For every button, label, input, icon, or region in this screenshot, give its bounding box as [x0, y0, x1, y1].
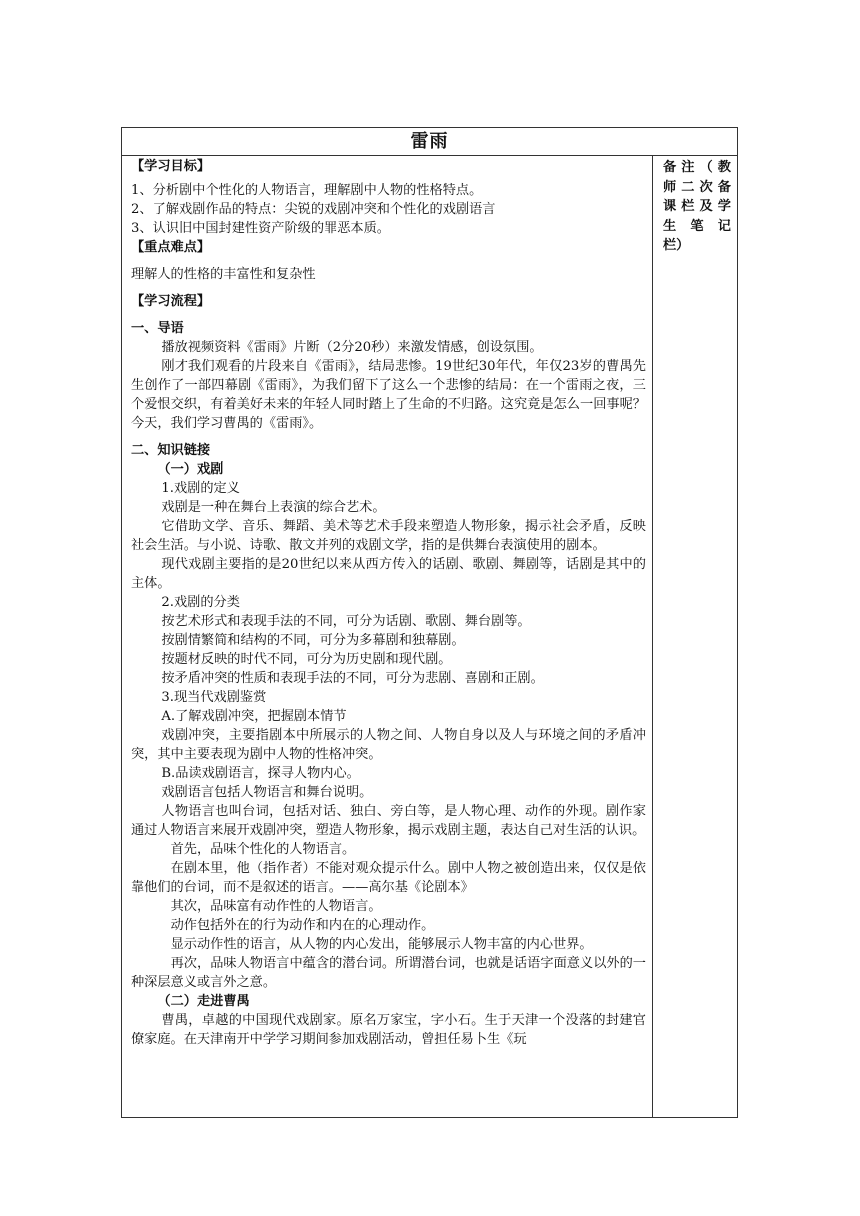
appreciation-b-paragraph-2: 人物语言也叫台词，包括对话、独白、旁白等，是人物心理、动作的外现。剧作家通过人物语言来展开戏剧冲突，塑造人物形象，揭示戏剧主题，表达自己对生活的认识。 — [131, 804, 646, 838]
intro-heading: 一、导语 — [131, 321, 184, 336]
definition-heading: 1.戏剧的定义 — [161, 481, 240, 496]
second-point: 其次，品味富有动作性的人物语言。 — [170, 899, 382, 914]
appreciation-a-heading: A.了解戏剧冲突，把握剧本情节 — [161, 709, 347, 724]
classification-item-3: 按题材反映的时代不同，可分为历史剧和现代剧。 — [161, 652, 452, 667]
first-quote: 在剧本里，他（指作者）不能对观众提示什么。剧中人物之被创造出来，仅仅是依靠他们的台词，而不是叙述的语言。——高尔基《论剧本》 — [131, 861, 646, 895]
second-paragraph-2: 显示动作性的语言，从人物的内心发出，能够展示人物丰富的内心世界。 — [170, 937, 593, 952]
goal-item-1: 1、分析剧中个性化的人物语言，理解剧中人物的性格特点。 — [131, 183, 483, 198]
notes-column — [653, 155, 737, 1117]
goal-item-3: 3、认识旧中国封建性资产阶级的罪恶本质。 — [131, 221, 390, 236]
key-points-heading: 【重点难点】 — [131, 240, 211, 255]
drama-heading: （一）戏剧 — [157, 462, 224, 477]
definition-paragraph-1: 戏剧是一种在舞台上表演的综合艺术。 — [161, 500, 386, 515]
key-points-text: 理解人的性格的丰富性和复杂性 — [131, 267, 316, 282]
notes-line-1: 备注（教 — [663, 160, 731, 175]
intro-paragraph-1: 播放视频资料《雷雨》片断（2分20秒）来激发情感，创设氛围。 — [161, 340, 543, 355]
notes-line-3: 课栏及学 — [663, 199, 731, 214]
intro-paragraph-2: 刚才我们观看的片段来自《雷雨》，结局悲惨。19世纪30年代，年仅23岁的曹禺先生创作了一部四幕剧《雷雨》，为我们留下了这么一个悲惨的结局：在一个雷雨之夜，三个爱恨交织，有着美好未来的年轻人同时踏上了生命的不归路。这究竟是怎么一回事呢？今天，我们学习曹禺的《雷雨》。 — [131, 359, 646, 431]
definition-paragraph-3: 现代戏剧主要指的是20世纪以来从西方传入的话剧、歌剧、舞剧等，话剧是其中的主体。 — [131, 557, 646, 591]
knowledge-heading: 二、知识链接 — [131, 443, 211, 458]
second-paragraph-1: 动作包括外在的行为动作和内在的心理动作。 — [170, 918, 435, 933]
first-point: 首先，品味个性化的人物语言。 — [170, 842, 356, 857]
classification-heading: 2.戏剧的分类 — [161, 595, 240, 610]
lesson-plan-table — [121, 127, 738, 1118]
appreciation-b-heading: B.品读戏剧语言，探寻人物内心。 — [161, 766, 360, 781]
appreciation-b-paragraph-1: 戏剧语言包括人物语言和舞台说明。 — [161, 785, 373, 800]
classification-item-1: 按艺术形式和表现手法的不同，可分为话剧、歌剧、舞台剧等。 — [161, 614, 531, 629]
author-heading: （二）走进曹禺 — [157, 994, 250, 1009]
notes-line-2: 师二次备 — [663, 179, 731, 195]
third-point: 再次，品味人物语言中蕴含的潜台词。所谓潜台词，也就是话语字面意义以外的一种深层意义或言外之意。 — [131, 956, 646, 990]
classification-item-4: 按矛盾冲突的性质和表现手法的不同，可分为悲剧、喜剧和正剧。 — [161, 671, 544, 686]
goal-item-2: 2、了解戏剧作品的特点：尖锐的戏剧冲突和个性化的戏剧语言 — [131, 202, 496, 217]
definition-paragraph-2: 它借助文学、音乐、舞蹈、美术等艺术手段来塑造人物形象，揭示社会矛盾，反映社会生活。与小说、诗歌、散文并列的戏剧文学，指的是供舞台表演使用的剧本。 — [131, 519, 646, 553]
table-body-row — [122, 155, 737, 1117]
goals-heading: 【学习目标】 — [131, 159, 211, 174]
main-content-column — [122, 155, 653, 1117]
appreciation-heading: 3.现当代戏剧鉴赏 — [161, 690, 267, 705]
notes-line-4: 生 笔 记 — [663, 218, 731, 234]
process-heading: 【学习流程】 — [131, 294, 211, 309]
appreciation-a-paragraph: 戏剧冲突，主要指剧本中所展示的人物之间、人物自身以及人与环境之间的矛盾冲突，其中主要表现为剧中人物的性格冲突。 — [131, 728, 646, 762]
notes-line-5: 栏） — [663, 238, 690, 253]
classification-item-2: 按剧情繁简和结构的不同，可分为多幕剧和独幕剧。 — [161, 633, 465, 648]
page-title: 雷雨 — [122, 128, 737, 156]
author-paragraph: 曹禺，卓越的中国现代戏剧家。原名万家宝，字小石。生于天津一个没落的封建官僚家庭。在天津南开中学学习期间参加戏剧活动，曾担任易卜生《玩 — [131, 1013, 646, 1047]
